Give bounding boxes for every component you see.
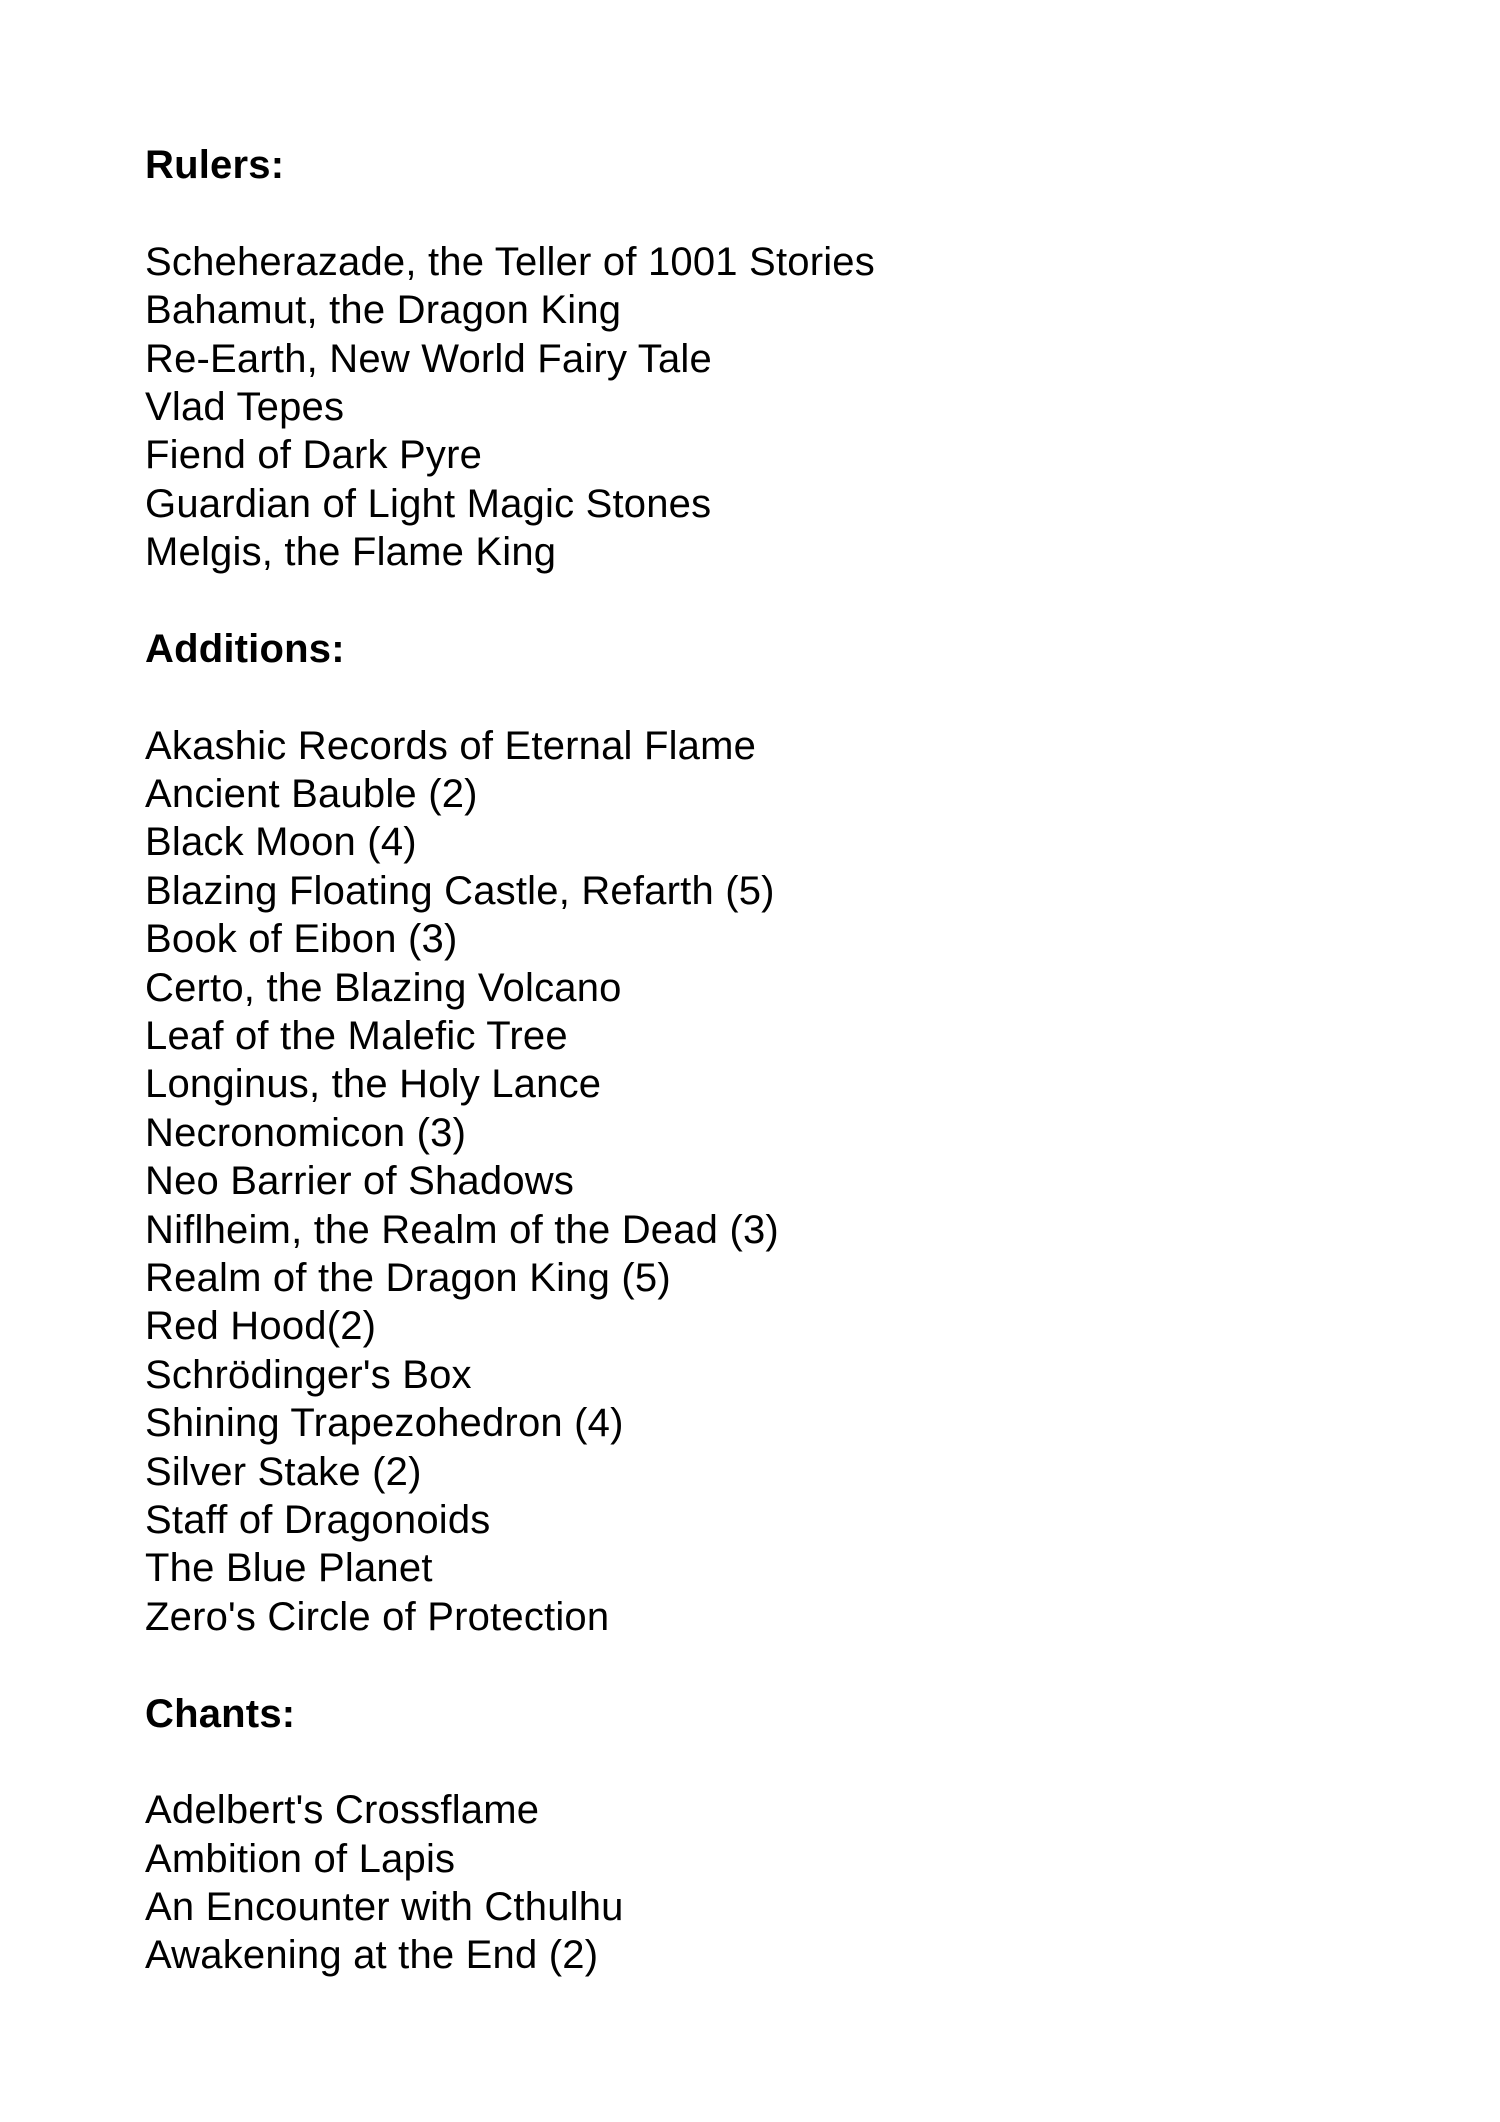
list-item-additions: Longinus, the Holy Lance	[145, 1062, 602, 1107]
list-item-additions: Blazing Floating Castle, Refarth (5)	[145, 868, 775, 913]
blank-line	[145, 577, 1440, 625]
list-item-additions: Realm of the Dragon King (5)	[145, 1255, 671, 1300]
list-item-additions: Book of Eibon (3)	[145, 917, 458, 962]
list-item-rulers: Guardian of Light Magic Stones	[145, 481, 712, 526]
list-item-rulers: Melgis, the Flame King	[145, 530, 557, 575]
blank-line	[145, 1641, 1440, 1689]
list-item-additions: Akashic Records of Eternal Flame	[145, 723, 757, 768]
list-item-rulers: Scheherazade, the Teller of 1001 Stories	[145, 239, 875, 284]
list-item-additions: The Blue Planet	[145, 1546, 433, 1591]
list-item-additions: Schrödinger's Box	[145, 1352, 472, 1397]
list-item-additions: Certo, the Blazing Volcano	[145, 965, 622, 1010]
list-item-rulers: Bahamut, the Dragon King	[145, 288, 622, 333]
list-item-rulers: Fiend of Dark Pyre	[145, 433, 483, 478]
section-heading-chants: Chants:	[145, 1691, 296, 1736]
list-item-additions: Neo Barrier of Shadows	[145, 1159, 575, 1204]
document-body	[145, 141, 1440, 1980]
list-item-additions: Necronomicon (3)	[145, 1110, 467, 1155]
blank-line	[145, 1738, 1440, 1786]
list-item-additions: Black Moon (4)	[145, 820, 417, 865]
list-item-chants: Ambition of Lapis	[145, 1836, 456, 1881]
list-item-additions: Niflheim, the Realm of the Dead (3)	[145, 1207, 779, 1252]
blank-line	[145, 189, 1440, 237]
list-item-chants: An Encounter with Cthulhu	[145, 1885, 624, 1930]
list-item-chants: Awakening at the End (2)	[145, 1933, 599, 1978]
list-item-rulers: Re-Earth, New World Fairy Tale	[145, 336, 712, 381]
list-item-additions: Zero's Circle of Protection	[145, 1594, 610, 1639]
list-item-additions: Silver Stake (2)	[145, 1449, 422, 1494]
list-item-rulers: Vlad Tepes	[145, 384, 345, 429]
list-item-additions: Red Hood(2)	[145, 1304, 377, 1349]
list-item-additions: Leaf of the Malefic Tree	[145, 1014, 568, 1059]
blank-line	[145, 673, 1440, 721]
section-heading-additions: Additions:	[145, 626, 345, 671]
section-heading-rulers: Rulers:	[145, 143, 285, 187]
list-item-additions: Staff of Dragonoids	[145, 1497, 491, 1542]
list-item-additions: Ancient Bauble (2)	[145, 772, 478, 817]
list-item-chants: Adelbert's Crossflame	[145, 1788, 540, 1833]
list-item-additions: Shining Trapezohedron (4)	[145, 1401, 624, 1446]
